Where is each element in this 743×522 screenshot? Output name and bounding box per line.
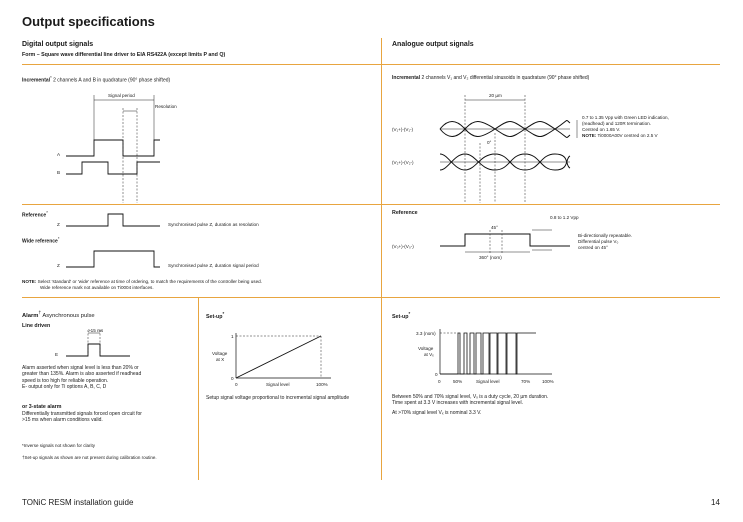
setup-right-tick-top: 3.3 (nom) [416,331,436,336]
footnote-2: †Set-up signals as shown are not present during calibration routine. [22,455,157,460]
wide-z-label: Z [57,263,60,268]
period-label: 20 µm [489,93,502,98]
spec-line4: NOTE: Ti0000A00V centred on 2.5 V [582,133,658,138]
wide-ref-desc: Synchronised pulse Z, duration signal period [168,263,259,268]
analogue-incremental: Incremental 2 channels V₁ and V₂ differential sinusoids in quadrature (90° phase shifted) [392,75,590,81]
setup-right-x0: 0 [438,379,441,384]
alarm-description: Alarm asserted when signal level is less than 20% or greater than 135%. Alarm is also asserted if readhead speed is too high for reliable operation. E- output only for Ti options A, B, C, D [22,365,142,390]
channel-b-label: B [57,170,61,175]
ref-desc: Synchronised pulse Z, duration as resolution [168,222,259,227]
setup-right-heading: Set-up* [392,311,411,320]
channel-a-label: A [57,152,61,157]
v2-label: (V₂+)-(V₂-) [392,160,414,165]
setup-mid-ylabel1: Voltage [212,351,228,356]
rule-top [22,64,720,65]
signal-period-label: Signal period [108,93,135,98]
reference-heading: Reference* [22,210,48,219]
v0-label: (V₀+)-(V₀-) [392,244,414,249]
spec-line1: 0.7 to 1.35 Vpp with Green LED indication, [582,115,669,120]
zero-degree-label: 0° [487,140,492,145]
setup-mid-x0: 0 [235,382,238,387]
reference-note: NOTE: Select 'standard' or 'wide' reference at time of ordering, to match the requirements of the controller being used. Wide reference mark not available on Ti0004 interfaces. [22,279,262,290]
setup-right-x100: 100% [542,379,554,384]
alarm-heading: Alarm† Asynchronous pulse [22,311,95,319]
setup-voltage-chart [206,325,376,393]
rule-center [381,38,382,480]
ref-45-label: 45° [491,225,498,230]
v1-label: (V₁+)-(V₁-) [392,127,414,132]
alarm-3state: or 3-state alarm [22,404,62,410]
digital-form: Form – Square wave differential line driver to EIA RS422A (except limits P and Q) [22,52,226,58]
spec-line3: Centred on 1.65 V. [582,127,621,132]
alarm-3state-desc: Differentially transmitted signals forced open circuit for >15 ms when alarm conditions valid. [22,411,142,424]
ref-desc3: centred on 45° [578,245,608,250]
ref-vpp-label: 0.8 to 1.2 Vpp [550,215,579,220]
digital-quadrature-diagram [22,88,352,203]
page-number: 14 [711,498,720,507]
setup-right-xlabel: Signal level [476,379,500,384]
analogue-sinusoid-diagram [392,88,732,203]
ref-desc2: Differential pulse V₀ [578,239,619,244]
page-title: Output specifications [22,14,155,29]
digital-heading: Digital output signals [22,41,94,48]
analogue-reference-heading: Reference [392,210,418,216]
rule-left [198,297,199,480]
setup-right-x70: 70% [521,379,531,384]
setup-mid-ylabel2: at X [216,357,225,362]
resolution-label: Resolution [155,104,177,109]
setup-mid-x100: 100% [316,382,328,387]
footnote-1: *Inverse signals not shown for clarity [22,443,96,448]
setup-right-tick0: 0 [435,372,438,377]
setup-mid-tick0: 0 [231,376,234,381]
footer-title: TONiC RESM installation guide [22,498,134,507]
alarm-e-label: E [55,352,59,357]
analogue-reference-diagram [392,208,732,298]
setup-right-caption: Between 50% and 70% signal level, Vₓ is a duty cycle, 20 µm duration. Time spent at 3.3 V increases with incremental signal level. At >70% signal level Vₓ is nominal 3.3 V. [392,394,549,416]
digital-incremental: Incremental* 2 channels A and B in quadrature (90° phase shifted) [22,75,171,84]
alarm-time-label: >15 ms [88,328,104,333]
analogue-heading: Analogue output signals [392,41,474,48]
setup-right-ylabel2: at Vₓ [424,352,434,357]
ref-z-label: Z [57,222,60,227]
setup-right-ylabel1: Voltage [418,346,434,351]
alarm-diagram [22,326,162,362]
wide-reference-heading: Wide reference* [22,236,60,245]
setup-mid-tick1: 1 [231,334,234,339]
spec-line2: (readhead) and 120R termination. [582,121,651,126]
setup-duty-cycle-chart [392,325,592,390]
setup-mid-heading: Set-up* [206,311,225,320]
setup-right-x50: 50% [453,379,463,384]
setup-mid-caption: Setup signal voltage proportional to incremental signal amplitude [206,395,350,401]
alarm-line-driven: Line driven [22,323,51,329]
setup-mid-xlabel: Signal level [266,382,290,387]
ref-desc1: Bi-directionally repeatable. [578,233,633,238]
ref-360-label: 360° (nom) [479,255,502,260]
